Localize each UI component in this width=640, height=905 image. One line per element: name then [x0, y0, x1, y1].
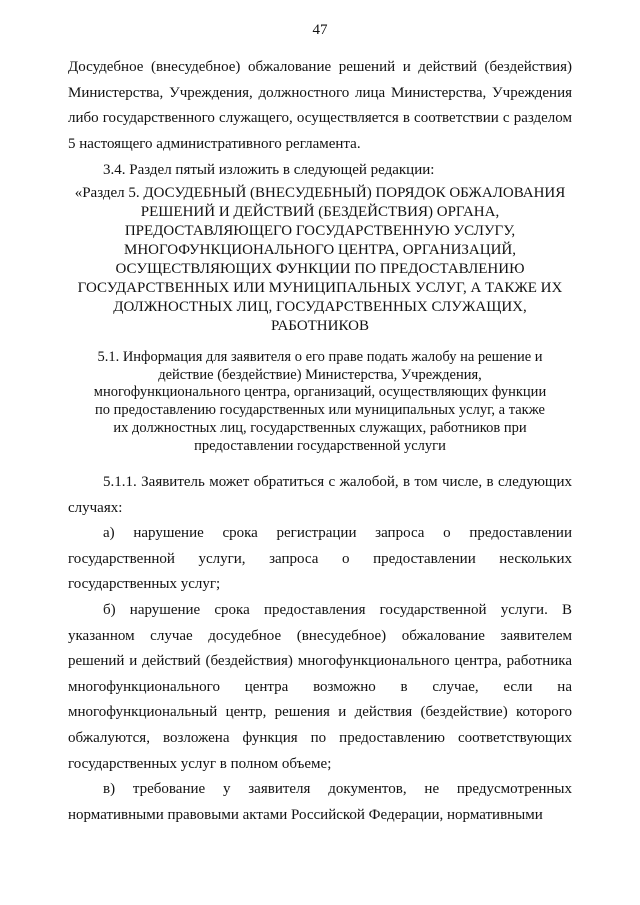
- subsection-5-1-heading: 5.1. Информация для заявителя о его праве подать жалобу на решение и действие (бездействие) Министерства, Учреждения, многофункционального центра, организаций, осуществляющих функции по предоставлению государственных или муниципальных услуг, а также их должностных лиц, государственных служащих, работников при предоставлении государственной услуги: [93, 349, 547, 454]
- cases-block: [68, 470, 572, 828]
- paragraph-5-1-1: 5.1.1. Заявитель может обратиться с жалобой, в том числе, в следующих случаях:: [68, 474, 572, 516]
- paragraph-appeal-procedure: Досудебное (внесудебное) обжалование решений и действий (бездействия) Министерства, Учреждения, должностного лица Министерства, Учреждения либо государственного служащего, осуществляется в соответствии с разделом 5 настоящего административного регламента.: [68, 59, 572, 152]
- list-item-b: б) нарушение срока предоставления государственной услуги. В указанном случае досудебное (внесудебное) обжалование заявителем решений и действий (бездействия) многофункционального центра, работника многофункционального центра возможно в случае, если на многофункциональный центр, решения и действия (бездействие) которого обжалуются, возложена функция по предоставлению соответствующих государственных услуг в полном объеме;: [68, 601, 572, 772]
- intro-block: [68, 55, 572, 157]
- list-item-v: в) требование у заявителя документов, не предусмотренных нормативными правовыми актами Российской Федерации, нормативными: [68, 781, 572, 823]
- section-5-heading: «Раздел 5. ДОСУДЕБНЫЙ (ВНЕСУДЕБНЫЙ) ПОРЯДОК ОБЖАЛОВАНИЯ РЕШЕНИЙ И ДЕЙСТВИЙ (БЕЗДЕЙСТВИЯ) ОРГАНА, ПРЕДОСТАВЛЯЮЩЕГО ГОСУДАРСТВЕННУЮ УСЛУГУ, МНОГОФУНКЦИОНАЛЬНОГО ЦЕНТРА, ОРГАНИЗАЦИЙ, ОСУЩЕСТВЛЯЮЩИХ ФУНКЦИИ ПО ПРЕДОСТАВЛЕНИЮ ГОСУДАРСТВЕННЫХ ИЛИ МУНИЦИПАЛЬНЫХ УСЛУГ, А ТАКЖЕ ИХ ДОЛЖНОСТНЫХ ЛИЦ, ГОСУДАРСТВЕННЫХ СЛУЖАЩИХ, РАБОТНИКОВ: [74, 185, 566, 334]
- list-item-a: а) нарушение срока регистрации запроса о предоставлении государственной услуги, запроса о предоставлении нескольких государственных услуг;: [68, 525, 572, 593]
- paragraph-amendment-3-4: 3.4. Раздел пятый изложить в следующей редакции:: [103, 162, 435, 178]
- page-number: 47: [312, 22, 328, 38]
- amendment-block: [68, 158, 572, 184]
